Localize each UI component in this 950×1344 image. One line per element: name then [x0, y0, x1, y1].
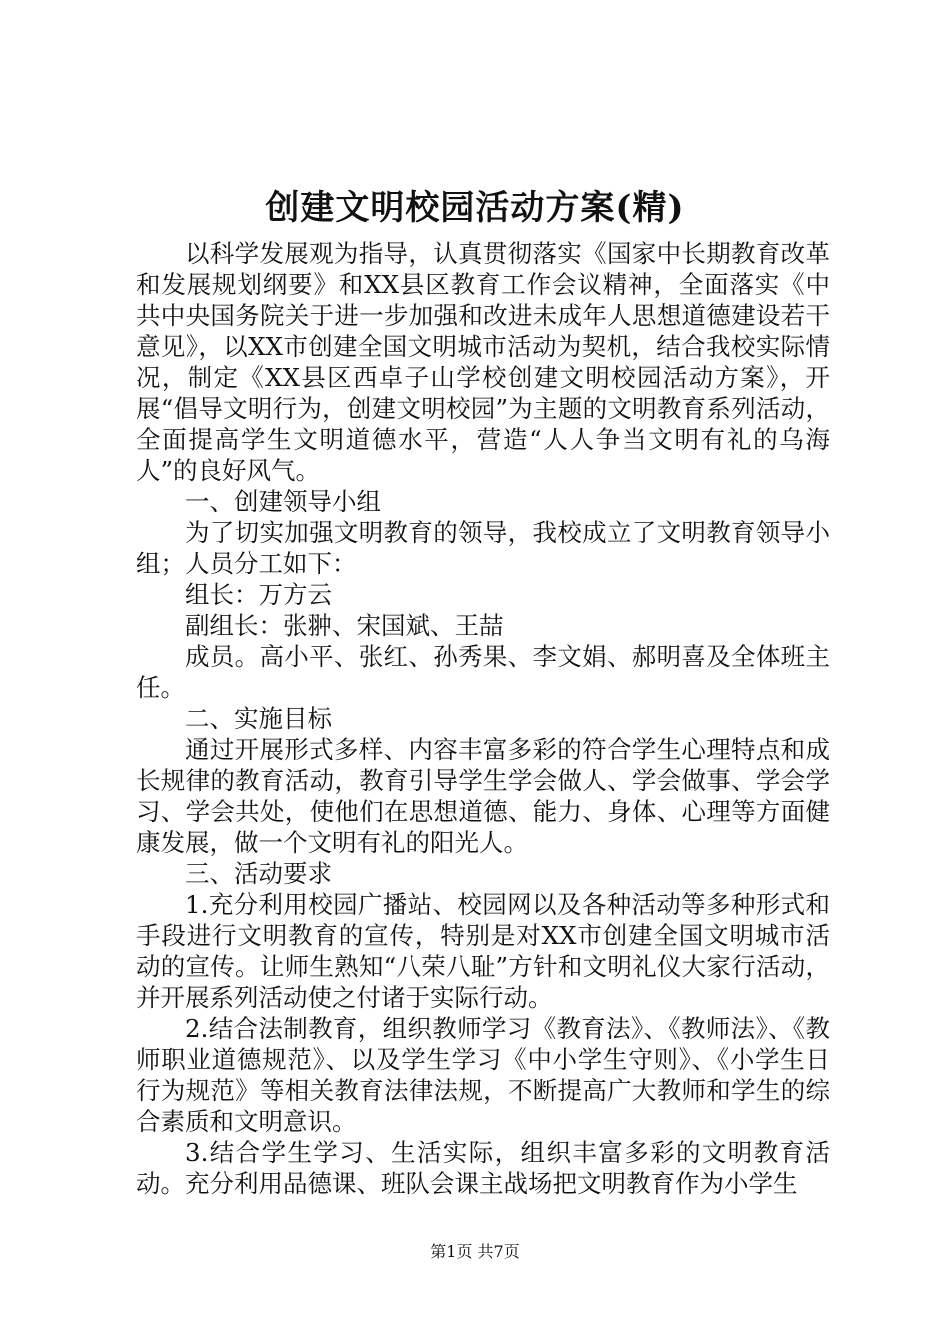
section-heading-leadership: 一、创建领导小组: [185, 487, 381, 516]
paragraph-members: 成员。高小平、张红、孙秀果、李文娟、郝明喜及全体班主任。: [136, 642, 830, 702]
section-heading-requirements: 三、活动要求: [185, 859, 332, 888]
paragraph-leader: 组长：万方云: [185, 580, 332, 609]
document-title: 创建文明校园活动方案(精): [265, 188, 685, 228]
paragraph-requirement-3: 3.结合学生学习、生活实际，组织丰富多彩的文明教育活动。充分利用品德课、班队会课主战场把文明教育作为小学生: [136, 1138, 830, 1198]
page-footer: 第1页 共7页: [430, 1242, 520, 1261]
paragraph-requirement-2: 2.结合法制教育，组织教师学习《教育法》、《教师法》、《教师职业道德规范》、以及学生学习《中小学生守则》、《小学生日行为规范》等相关教育法律法规，不断提高广大教师和学生的综合素质和文明意识。: [136, 1014, 830, 1136]
paragraph-intro: 以科学发展观为指导，认真贯彻落实《国家中长期教育改革和发展规划纲要》和XX县区教育工作会议精神，全面落实《中共中央国务院关于进一步加强和改进未成年人思想道德建设若干意见》，以XX市创建全国文明城市活动为契机，结合我校实际情况，制定《XX县区西卓子山学校创建文明校园活动方案》，开展“倡导文明行为，创建文明校园”为主题的文明教育系列活动，全面提高学生文明道德水平，营造“人人争当文明有礼的乌海人”的良好风气。: [136, 239, 830, 485]
document-body: [136, 238, 830, 1199]
paragraph-goals: 通过开展形式多样、内容丰富多彩的符合学生心理特点和成长规律的教育活动，教育引导学生学会做人、学会做事、学会学习、学会共处，使他们在思想道德、能力、身体、心理等方面健康发展，做一个文明有礼的阳光人。: [136, 735, 830, 857]
paragraph-requirement-1: 1.充分利用校园广播站、校园网以及各种活动等多种形式和手段进行文明教育的宣传，特别是对XX市创建全国文明城市活动的宣传。让师生熟知“八荣八耻”方针和文明礼仪大家行活动，并开展系列活动使之付诸于实际行动。: [136, 890, 830, 1012]
paragraph-deputy-leaders: 副组长：张翀、宋国斌、王喆: [185, 611, 504, 640]
paragraph-leadership: 为了切实加强文明教育的领导，我校成立了文明教育领导小组；人员分工如下：: [136, 518, 830, 578]
section-heading-goals: 二、实施目标: [185, 704, 332, 733]
